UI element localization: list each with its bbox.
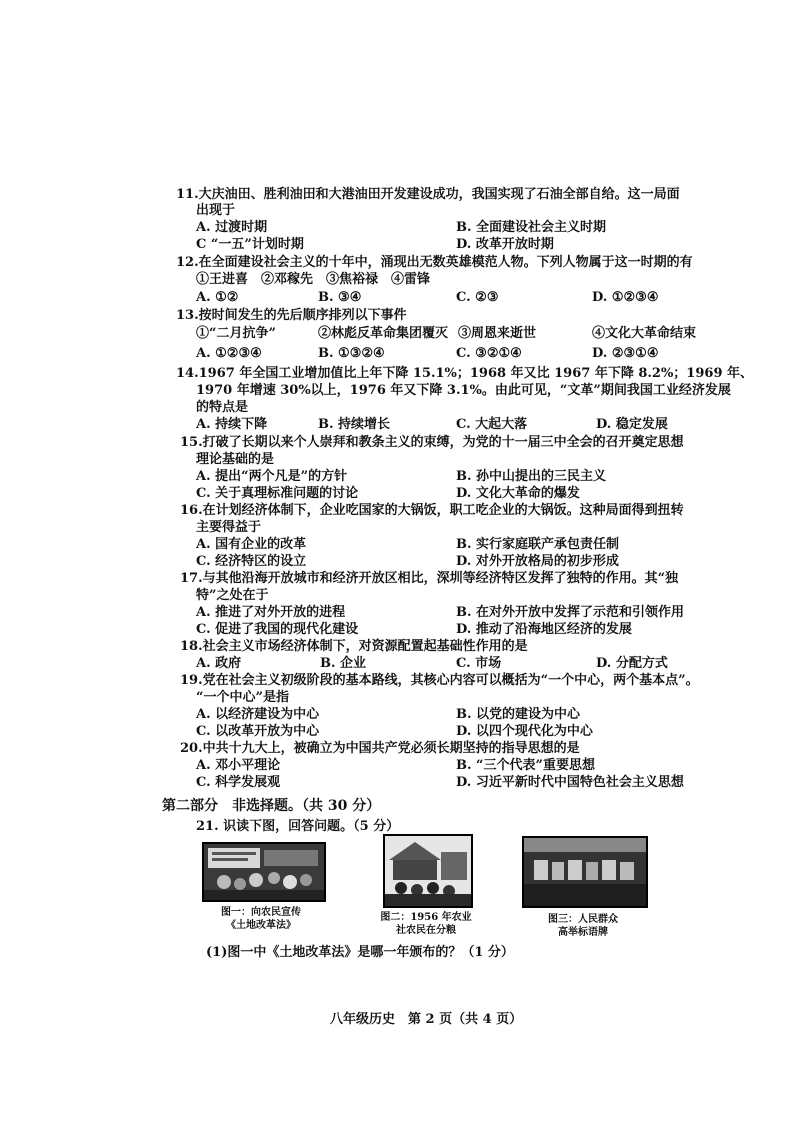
q13-option-c: C. ③②①④ xyxy=(456,346,522,361)
caption-figure-1: 图一：向农民宣传 《土地改革法》 xyxy=(221,907,301,931)
q19-option-b: B. 以党的建设为中心 xyxy=(456,707,581,722)
q19-stem-line1: 19.党在社会主义初级阶段的基本路线，其核心内容可以概括为“一个中心，两个基本点”。 xyxy=(180,673,699,688)
q13-event-2: ②林彪反革命集团覆灭 xyxy=(318,326,449,341)
q12-option-b: B. ③④ xyxy=(318,290,362,305)
q20-stem-line1: 20.中共十九大上，被确立为中国共产党必须长期坚持的指导思想的是 xyxy=(180,741,580,756)
q11-option-a: A. 过渡时期 xyxy=(196,220,268,235)
q13-option-a: A. ①②③④ xyxy=(196,346,262,361)
q18-option-d: D. 分配方式 xyxy=(596,656,668,671)
q16-option-c: C. 经济特区的设立 xyxy=(196,554,307,569)
q18-option-c: C. 市场 xyxy=(456,656,502,671)
q17-option-d: D. 推动了沿海地区经济的发展 xyxy=(456,622,632,637)
q14-stem-line1: 14.1967 年全国工业增加值比上年下降 15.1%；1968 年又比 1967 年下降 8.2%；1969 年、 xyxy=(176,366,754,381)
q13-option-d: D. ②③①④ xyxy=(592,346,659,361)
q20-option-c: C. 科学发展观 xyxy=(196,775,281,790)
q21-sub1: (1)图一中《土地改革法》是哪一年颁布的？（1 分） xyxy=(206,945,514,960)
page-footer: 八年级历史 第 2 页（共 4 页） xyxy=(330,1012,523,1027)
q12-option-c: C. ②③ xyxy=(456,290,499,305)
q20-option-b: B. “三个代表”重要思想 xyxy=(456,758,595,773)
q16-option-b: B. 实行家庭联产承包责任制 xyxy=(456,537,620,552)
q11-option-b: B. 全面建设社会主义时期 xyxy=(456,220,607,235)
q20-option-d: D. 习近平新时代中国特色社会主义思想 xyxy=(456,775,684,790)
q16-option-d: D. 对外开放格局的初步形成 xyxy=(456,554,619,569)
q15-stem-line1: 15.打破了长期以来个人崇拜和教条主义的束缚，为党的十一届三中全会的召开奠定思想 xyxy=(180,435,684,450)
q14-stem-line3: 的特点是 xyxy=(196,400,249,415)
q18-stem-line1: 18.社会主义市场经济体制下，对资源配置起基础性作用的是 xyxy=(180,639,528,654)
q17-option-b: B. 在对外开放中发挥了示范和引领作用 xyxy=(456,605,685,620)
q20-option-a: A. 邓小平理论 xyxy=(196,758,281,773)
q19-option-c: C. 以改革开放为中心 xyxy=(196,724,320,739)
photo-propaganda xyxy=(202,842,326,902)
q21-stem: 21. 识读下图，回答问题。（5 分） xyxy=(196,819,400,834)
q18-option-a: A. 政府 xyxy=(196,656,242,671)
q16-option-a: A. 国有企业的改革 xyxy=(196,537,307,552)
q14-option-d: D. 稳定发展 xyxy=(596,417,668,432)
q11-option-d: D. 改革开放时期 xyxy=(456,237,554,252)
q15-stem-line2: 理论基础的是 xyxy=(196,452,275,467)
q19-stem-line2: “一个中心”是指 xyxy=(196,690,289,705)
q14-stem-line2: 1970 年增速 30%以上，1976 年又下降 3.1%。由此可见，“文革”期间我国工业经济发展 xyxy=(196,383,731,398)
photo-slogan-signs xyxy=(522,836,648,908)
q11-stem-line1: 11.大庆油田、胜利油田和大港油田开发建设成功，我国实现了石油全部自给。这一局面 xyxy=(176,187,680,202)
q18-option-b: B. 企业 xyxy=(320,656,367,671)
q15-option-c: C. 关于真理标准问题的讨论 xyxy=(196,486,359,501)
q15-option-b: B. 孙中山提出的三民主义 xyxy=(456,469,607,484)
q17-option-a: A. 推进了对外开放的进程 xyxy=(196,605,346,620)
photo-grain-distribution xyxy=(383,834,473,908)
q11-stem-line2: 出现于 xyxy=(196,203,236,218)
q12-option-d: D. ①②③④ xyxy=(592,290,659,305)
q11-option-c: C “一五”计划时期 xyxy=(196,237,304,252)
q17-option-c: C. 促进了我国的现代化建设 xyxy=(196,622,359,637)
q16-stem-line1: 16.在计划经济体制下，企业吃国家的大锅饭，职工吃企业的大锅饭。这种局面得到扭转 xyxy=(180,503,684,518)
q14-option-a: A. 持续下降 xyxy=(196,417,268,432)
q14-option-c: C. 大起大落 xyxy=(456,417,528,432)
q13-event-1: ①“二月抗争” xyxy=(196,326,276,341)
q13-event-4: ④文化大革命结束 xyxy=(592,326,697,341)
q19-option-a: A. 以经济建设为中心 xyxy=(196,707,320,722)
q17-stem-line2: 特”之处在于 xyxy=(196,588,269,603)
q13-option-b: B. ①③②④ xyxy=(318,346,385,361)
q15-option-a: A. 提出“两个凡是”的方针 xyxy=(196,469,348,484)
caption-figure-2: 图二：1956 年农业 社农民在分粮 xyxy=(380,912,472,936)
caption-figure-3: 图三：人民群众 高举标语牌 xyxy=(548,914,618,938)
q13-stem-line1: 13.按时间发生的先后顺序排列以下事件 xyxy=(176,308,407,323)
q15-option-d: D. 文化大革命的爆发 xyxy=(456,486,580,501)
q16-stem-line2: 主要得益于 xyxy=(196,520,262,535)
q12-stem-line1: 12.在全面建设社会主义的十年中，涌现出无数英雄模范人物。下列人物属于这一时期的有 xyxy=(176,255,693,270)
q17-stem-line1: 17.与其他沿海开放城市和经济开放区相比，深圳等经济特区发挥了独特的作用。其“独 xyxy=(180,571,679,586)
part2-title: 第二部分 非选择题。（共 30 分） xyxy=(162,798,381,814)
q12-option-a: A. ①② xyxy=(196,290,239,305)
q13-event-3: ③周恩来逝世 xyxy=(458,326,537,341)
q12-stem-line2: ①王进喜 ②邓稼先 ③焦裕禄 ④雷锋 xyxy=(196,272,431,287)
q19-option-d: D. 以四个现代化为中心 xyxy=(456,724,593,739)
q14-option-b: B. 持续增长 xyxy=(318,417,391,432)
